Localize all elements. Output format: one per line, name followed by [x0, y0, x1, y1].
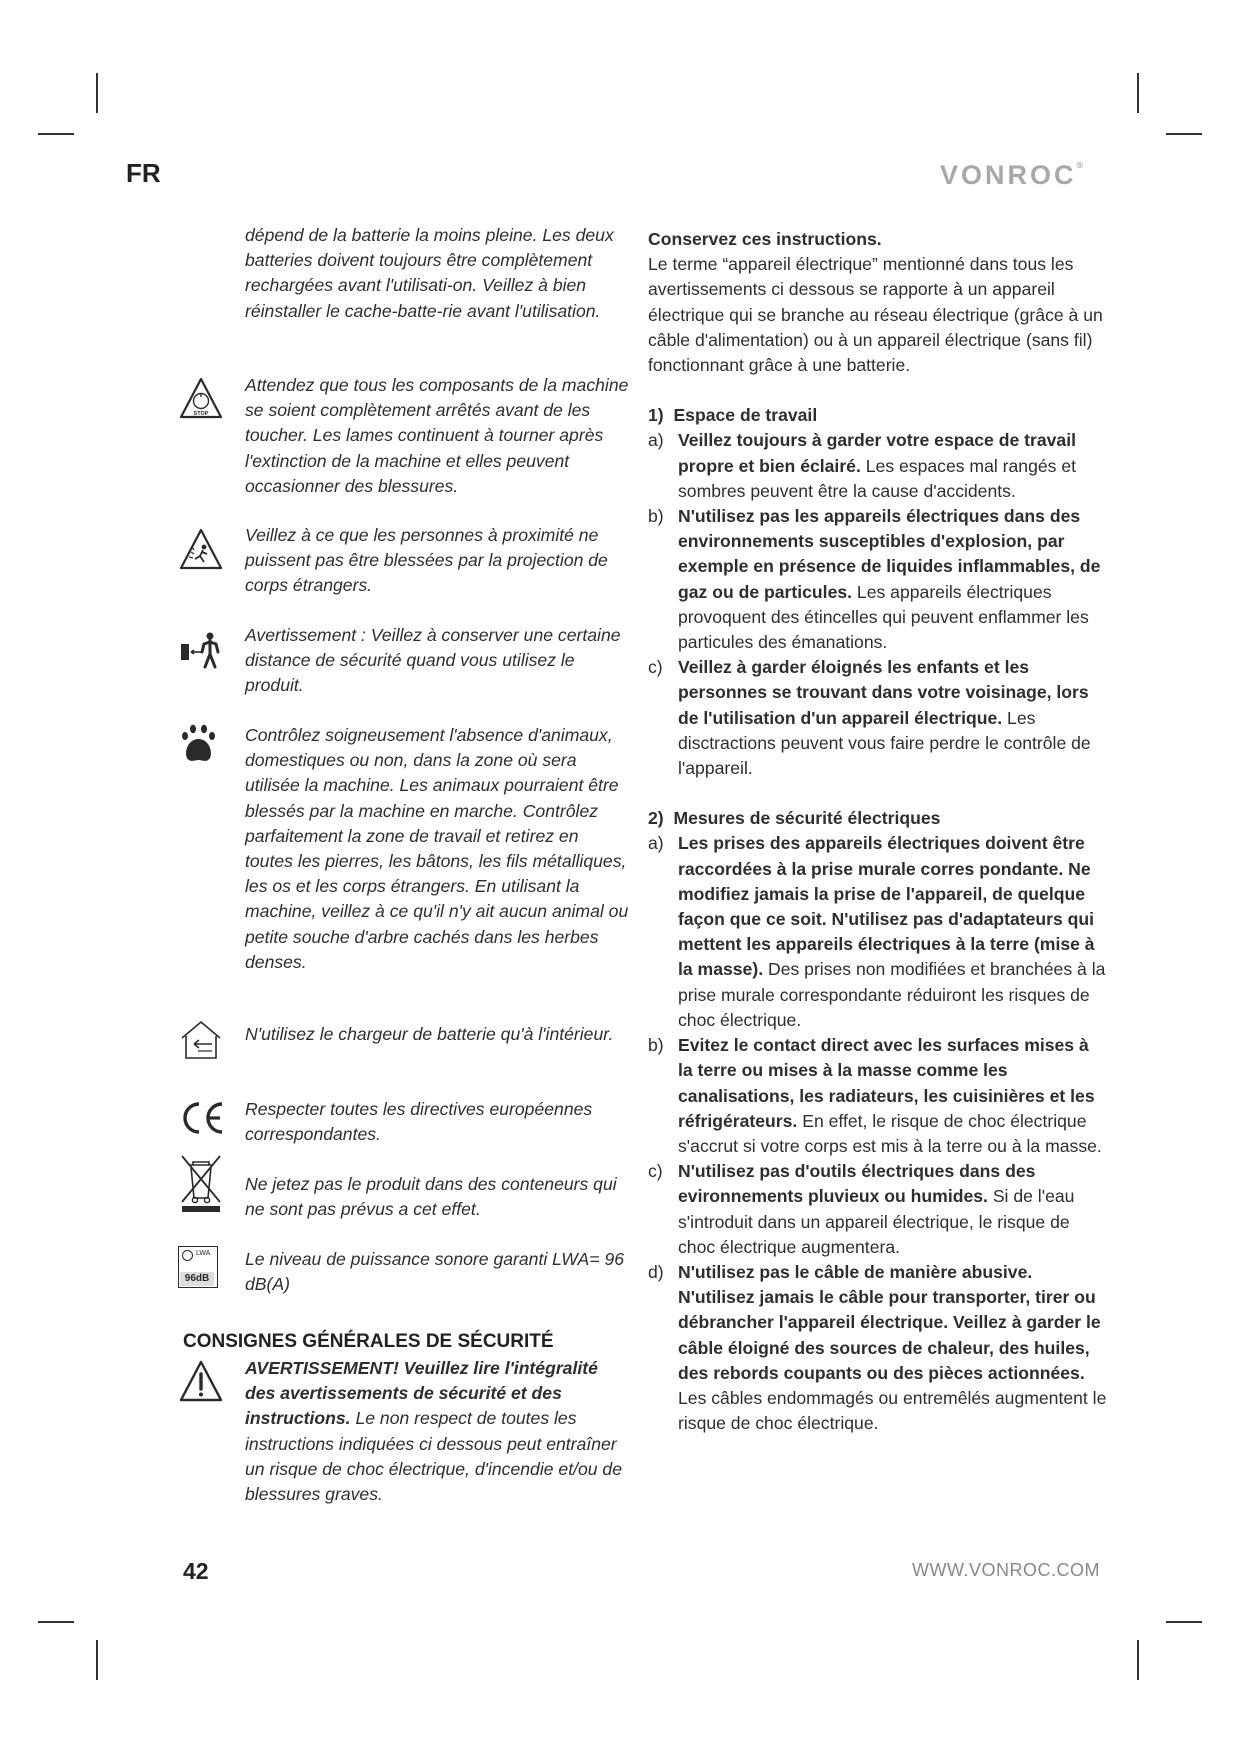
safe-distance-icon: [178, 630, 226, 675]
symbol-text: Attendez que tous les composants de la machine se soient complètement arrêtés avant de les toucher. Les lames continuent à tourner après l'extinction de la machine et elles peuvent occasionner des blessures.: [245, 375, 629, 496]
list-item: [648, 831, 1108, 1033]
ce-mark-icon: [178, 1098, 226, 1143]
symbol-text: Contrôlez soigneusement l'absence d'animaux, domestiques ou non, dans la zone où sera utilisée la machine. Les animaux pourraient être blessés par la machine en marche. Contrôlez parfaitement la zone de travail et retirez en toutes les pierres, les bâtons, les fils métalliques, les os et les corps étrangers. En utilisant la machine, veillez à ce qu'il n'y ait aucun animal ou petite souche d'arbre cachés dans les herbes denses.: [245, 725, 629, 972]
item-body: Les espaces mal rangés et sombres peuvent être la cause d'accidents.: [678, 455, 1077, 501]
section-title: Mesures de sécurité électriques: [673, 808, 941, 829]
crop-mark: [96, 73, 98, 113]
item-text: [678, 504, 1108, 655]
page-number: 42: [183, 1558, 209, 1584]
brand-name: VONROC: [940, 160, 1077, 190]
crop-mark: [96, 1640, 98, 1680]
keep-instructions-title: Conservez ces instructions.: [648, 229, 882, 249]
crop-mark: [38, 133, 74, 135]
item-text: [678, 1260, 1108, 1436]
list-item: [648, 504, 1108, 655]
item-label: a): [648, 833, 664, 854]
general-warning-icon: [178, 1359, 224, 1408]
item-text: [678, 831, 1108, 1033]
brand-logo: [940, 160, 1083, 191]
stop-warning-icon: [178, 376, 224, 425]
item-bold: Veillez toujours à garder votre espace de travail propre et bien éclairé.: [678, 430, 1076, 476]
flying-debris-icon: [178, 527, 224, 576]
symbol-text: N'utilisez le chargeur de batterie qu'à l'intérieur.: [245, 1024, 614, 1044]
crop-mark: [1137, 1640, 1139, 1680]
weee-bin-icon: [178, 1154, 224, 1219]
list-item: [648, 428, 1108, 504]
general-safety-warning: [245, 1356, 630, 1507]
list-item: [648, 1260, 1108, 1436]
item-body: Les câbles endommagés ou entremêlés augmentent le risque de choc électrique.: [678, 1387, 1107, 1434]
crop-mark: [38, 1621, 74, 1623]
item-bold: Evitez le contact direct avec les surfaces mises à la terre ou mises à la masse comme les canalisations, les radiateurs, les cuisinières et les réfrigérateurs.: [678, 1035, 1095, 1131]
item-bold: N'utilisez pas d'outils électriques dans des evironnements pluvieux ou humides.: [678, 1161, 1036, 1207]
item-text: [678, 428, 1108, 504]
keep-instructions-text: Le terme “appareil électrique” mentionné dans tous les avertissements ci dessous se rapporte à un appareil électrique qui se branche au réseau électrique (grâce à un câble d'alimentation) ou à un appareil électrique (sans fil) fonctionnant grâce à une batterie.: [648, 254, 1103, 376]
item-label: c): [648, 657, 663, 678]
indoor-use-icon: [178, 1018, 224, 1067]
item-bold: N'utilisez pas les appareils électriques dans des environnements susceptibles d'explosion, par exemple en présence de liquides inflammables, de gaz ou de particules.: [678, 506, 1101, 602]
item-label: c): [648, 1161, 663, 1182]
paw-print-icon: [178, 722, 220, 771]
sound-icon-db: 96dB: [180, 1272, 214, 1286]
sound-power-icon: [178, 1246, 218, 1288]
item-body: En effet, le risque de choc électrique s'accrut si votre corps est mis à la terre ou à la masse.: [678, 1110, 1102, 1156]
symbol-text: Ne jetez pas le produit dans des conteneurs qui ne sont pas prévus a cet effet.: [245, 1174, 617, 1220]
brand-trademark: ®: [1076, 160, 1084, 170]
crop-mark: [1166, 133, 1202, 135]
section-number: 2): [648, 808, 664, 829]
symbol-text: Respecter toutes les directives européennes correspondantes.: [245, 1099, 593, 1145]
sound-icon-lwa: LWA: [196, 1250, 211, 1257]
section-heading: [648, 403, 1108, 428]
list-item: [648, 655, 1108, 781]
svg-text:STOP: STOP: [193, 411, 209, 417]
warning-bold-text: AVERTISSEMENT! Veuillez lire l'intégralité des avertissements de sécurité et des instructions.: [245, 1358, 598, 1429]
list-item: [648, 1033, 1108, 1159]
item-text: [678, 1033, 1108, 1159]
item-label: b): [648, 506, 664, 527]
item-body: Les disctractions peuvent vous faire perdre le contrôle de l'appareil.: [678, 707, 1091, 779]
symbol-text: Veillez à ce que les personnes à proximité ne puissent pas être blessées par la projection de corps étrangers.: [245, 525, 608, 596]
section-number: 1): [648, 405, 664, 426]
item-label: b): [648, 1035, 664, 1056]
item-bold: Veillez à garder éloignés les enfants et les personnes se trouvant dans votre voisinage, lors de l'utilisation d'un appareil électrique.: [678, 657, 1089, 728]
symbol-text: Le niveau de puissance sonore garanti LWA= 96 dB(A): [245, 1249, 625, 1295]
right-column: [648, 227, 1108, 1436]
item-text: [678, 1159, 1108, 1260]
warning-text: Le non respect de toutes les instructions indiquées ci dessous peut entraîner un risque de choc électrique, d'incendie et/ou de blessures graves.: [245, 1408, 622, 1505]
crop-mark: [1166, 1621, 1202, 1623]
item-bold: N'utilisez pas le câble de manière abusive. N'utilisez jamais le câble pour transporter, tirer ou débrancher l'appareil électrique. Veillez à garder le câble éloigné des sources de chaleur, des huiles, des rebords coupants ou des pièces actionnées.: [678, 1261, 1101, 1383]
item-body: Des prises non modifiées et branchées à la prise murale correspondante réduiront les risques de choc électrique.: [678, 959, 1106, 1030]
list-item: [648, 1159, 1108, 1260]
website-url: WWW.VONROC.COM: [912, 1560, 1100, 1580]
item-bold: Les prises des appareils électriques doivent être raccordées à la prise murale corres pondante. Ne modifiez jamais la prise de l'appareil, de quelque façon que ce soit. N'utilisez pas d'adaptateurs qui mettent les appareils électriques à la terre (mise à la masse).: [678, 833, 1095, 980]
item-text: [678, 655, 1108, 781]
section-title: Espace de travail: [673, 405, 818, 426]
general-safety-heading: CONSIGNES GÉNÉRALES DE SÉCURITÉ: [183, 1331, 554, 1352]
crop-mark: [1137, 73, 1139, 113]
language-code: FR: [126, 158, 161, 188]
section-heading: [648, 806, 1108, 831]
item-body: Les appareils électriques provoquent des étincelles qui peuvent enflammer les particules des émanations.: [678, 581, 1089, 653]
symbol-text: Avertissement : Veillez à conserver une certaine distance de sécurité quand vous utilisez le produit.: [245, 625, 621, 696]
item-label: d): [648, 1261, 664, 1282]
item-label: a): [648, 430, 664, 451]
item-body: Si de l'eau s'introduit dans un appareil électrique, le risque de choc électrique augmentera.: [678, 1186, 1075, 1257]
battery-intro-text: dépend de la batterie la moins pleine. Les deux batteries doivent toujours être complètement rechargées avant l'utilisati-on. Veillez à bien réinstaller le cache-batte-rie avant l'utilisation.: [245, 225, 614, 321]
